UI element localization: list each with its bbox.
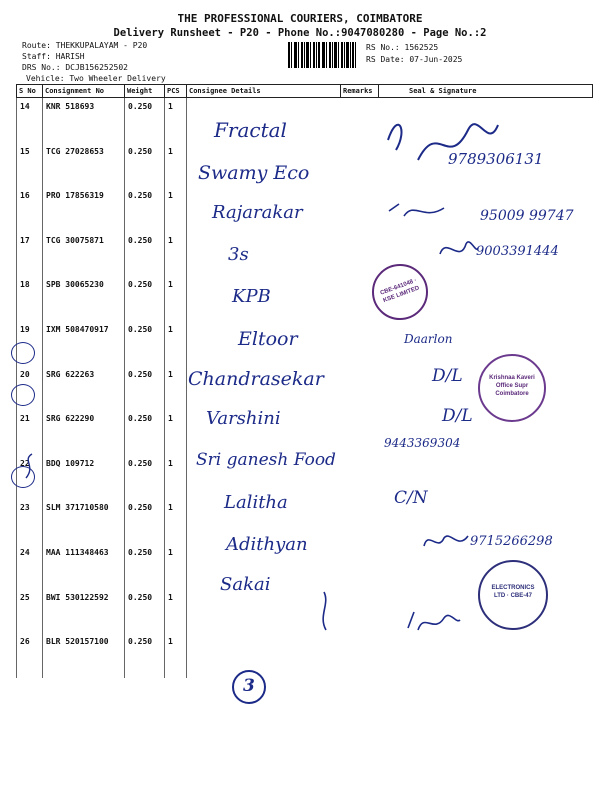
route-text: Route: THEKKUPALAYAM - P20 [22,41,148,50]
row-sno: 23 [17,499,43,544]
row-remarks-cell [341,455,379,500]
row-remarks-cell [341,187,379,232]
stamp-text: ELECTRONICS LTD · CBE-47 [491,585,535,599]
column-header-seal: Seal & Signature [379,85,593,98]
handwritten-signature: 9443369304 [384,436,461,450]
row-consignment: SPB 30065230 [43,276,125,321]
row-remarks-cell [341,98,379,143]
row-pcs: 1 [165,143,187,188]
row-pcs: 1 [165,98,187,143]
handwritten-consignee: Sri ganesh Food [196,450,336,470]
row-weight: 0.250 [125,499,165,544]
row-weight: 0.250 [125,276,165,321]
row-consignee-cell [187,633,341,678]
row-consignment: PRO 17856319 [43,187,125,232]
row-weight: 0.250 [125,410,165,455]
office-seal-stamp [478,354,546,422]
pen-stroke [314,590,334,634]
handwritten-signature: 95009 99747 [480,208,574,224]
row-weight: 0.250 [125,321,165,366]
sno-circle-mark [11,342,35,364]
row-weight: 0.250 [125,589,165,634]
row-pcs: 1 [165,232,187,277]
row-remarks-cell [341,232,379,277]
row-consignment: SLM 371710580 [43,499,125,544]
row-sno: 15 [17,143,43,188]
row-remarks-cell [341,321,379,366]
row-sno: 26 [17,633,43,678]
row-consignment: BDQ 109712 [43,455,125,500]
signature-scribble [384,196,454,226]
row-sno: 21 [17,410,43,455]
staff-text: Staff: HARISH [22,52,85,61]
column-header-sno: S No [17,85,43,98]
row-sno: 18 [17,276,43,321]
row-sno: 20 [17,366,43,411]
handwritten-signature: 9003391444 [476,244,559,259]
row-consignment: SRG 622263 [43,366,125,411]
row-sno: 22 [17,455,43,500]
row-weight: 0.250 [125,143,165,188]
signature-scribble [404,604,464,638]
row-weight: 0.250 [125,633,165,678]
row-sno: 17 [17,232,43,277]
row-consignment: MAA 111348463 [43,544,125,589]
row-pcs: 1 [165,499,187,544]
rs-date-text: RS Date: 07-Jun-2025 [366,55,463,64]
handwritten-consignee: KPB [232,286,271,307]
stamp-text: CBE-641048 · KSE LIMITED [379,278,421,305]
handwritten-consignee: Varshini [206,408,281,429]
row-seal-cell [379,633,593,678]
handwritten-consignee: Eltoor [238,328,298,350]
row-remarks-cell [341,499,379,544]
page-number-circle [232,670,266,704]
row-consignee-cell [187,232,341,277]
row-pcs: 1 [165,544,187,589]
handwritten-signature: Daarlon [404,332,453,346]
row-consignment: KNR 518693 [43,98,125,143]
row-consignment: BLR 520157100 [43,633,125,678]
row-pcs: 1 [165,366,187,411]
handwritten-consignee: Lalitha [224,492,288,513]
column-header-consignee: Consignee Details [187,85,341,98]
column-header-remarks: Remarks [341,85,379,98]
table-row [17,276,593,321]
table-row [17,633,593,678]
handwritten-consignee: Sakai [220,574,271,595]
handwritten-signature: C/N [394,488,428,508]
row-pcs: 1 [165,455,187,500]
row-consignment: TCG 30075871 [43,232,125,277]
sno-circle-mark [11,384,35,406]
row-remarks-cell [341,143,379,188]
handwritten-consignee: Swamy Eco [198,162,310,184]
column-header-consignment: Consignment No [43,85,125,98]
handwritten-consignee: Chandrasekar [188,368,324,390]
row-pcs: 1 [165,633,187,678]
row-pcs: 1 [165,276,187,321]
row-remarks-cell [341,544,379,589]
vehicle-text: Vehicle: Two Wheeler Delivery [26,74,166,83]
row-consignment: TCG 27028653 [43,143,125,188]
stamp-text: Krishnaa Kaveri Office Supr Coimbatore [489,375,535,397]
handwritten-page-number: 3 [243,676,255,696]
row-consignment: IXM 508470917 [43,321,125,366]
row-weight: 0.250 [125,455,165,500]
handwritten-consignee: 3s [228,244,249,265]
pen-stroke [18,452,40,482]
document-subtitle: Delivery Runsheet - P20 - Phone No.:9047080280 - Page No.:2 [113,27,487,39]
row-weight: 0.250 [125,232,165,277]
kse-seal-stamp [372,264,428,320]
row-weight: 0.250 [125,98,165,143]
row-consignment: SRG 622290 [43,410,125,455]
column-header-pcs: PCS [165,85,187,98]
signature-scribble [418,526,472,556]
row-pcs: 1 [165,321,187,366]
row-sno: 19 [17,321,43,366]
signature-scribble [436,234,480,268]
drs-text: DRS No.: DCJB156252502 [22,63,128,72]
row-consignment: BWI 530122592 [43,589,125,634]
row-sno: 14 [17,98,43,143]
handwritten-consignee: Adithyan [226,534,308,555]
handwritten-consignee: Rajarakar [212,202,303,223]
row-weight: 0.250 [125,366,165,411]
electronics-seal-stamp [478,560,548,630]
row-sno: 24 [17,544,43,589]
row-sno: 16 [17,187,43,232]
signature-scribble [378,100,508,190]
table-header-row [17,85,593,98]
row-sno: 25 [17,589,43,634]
row-pcs: 1 [165,589,187,634]
row-pcs: 1 [165,187,187,232]
row-remarks-cell [341,633,379,678]
row-remarks-cell [341,366,379,411]
handwritten-signature: D/L [432,366,463,386]
rs-number-text: RS No.: 1562525 [366,43,439,52]
row-pcs: 1 [165,410,187,455]
document-title: THE PROFESSIONAL COURIERS, COIMBATORE [177,12,423,25]
row-remarks-cell [341,410,379,455]
handwritten-signature: 9715266298 [470,534,553,549]
handwritten-consignee: Fractal [214,118,287,142]
barcode-icon [288,42,356,68]
row-weight: 0.250 [125,544,165,589]
column-header-weight: Weight [125,85,165,98]
handwritten-signature: 9789306131 [448,150,544,168]
row-weight: 0.250 [125,187,165,232]
handwritten-signature: D/L [442,406,473,426]
row-remarks-cell [341,589,379,634]
